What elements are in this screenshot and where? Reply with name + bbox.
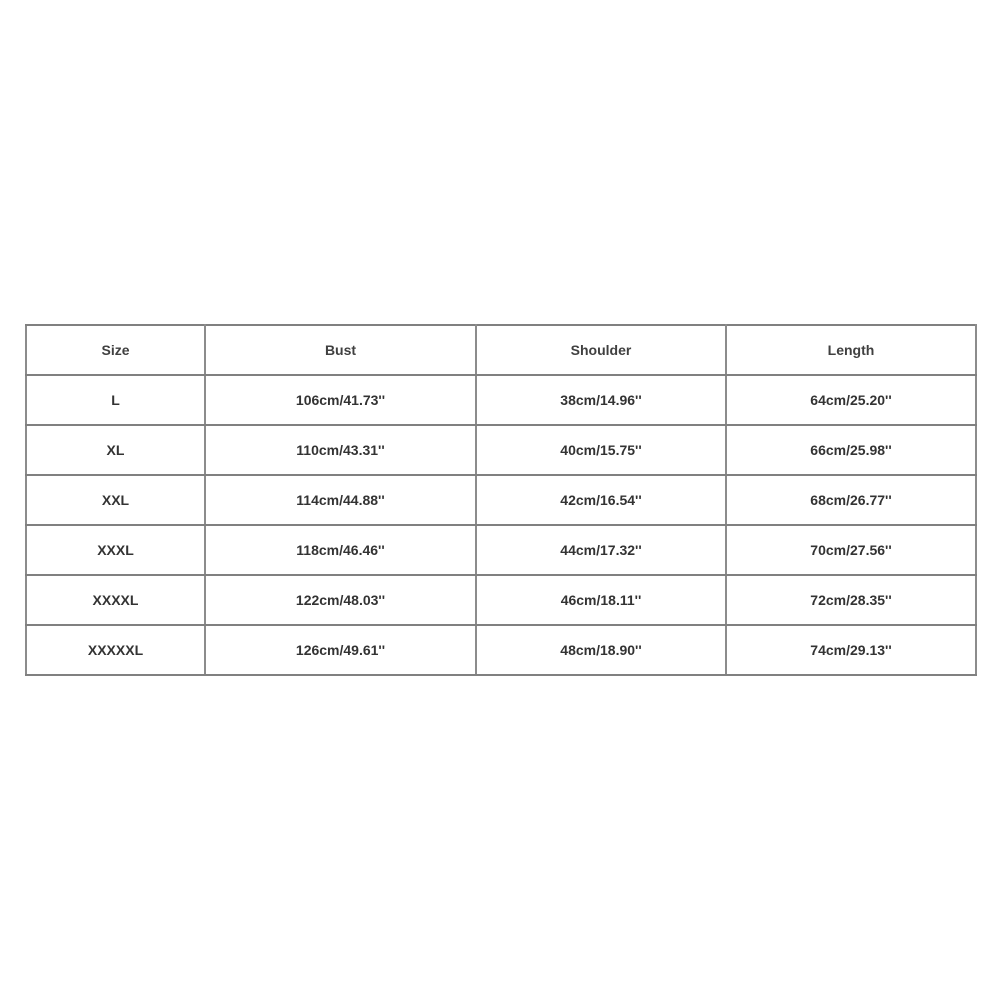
cell-shoulder: 48cm/18.90'': [476, 625, 726, 675]
cell-size: XXXXXL: [26, 625, 205, 675]
cell-size: XXXL: [26, 525, 205, 575]
table-row: [26, 425, 976, 475]
cell-shoulder: 40cm/15.75'': [476, 425, 726, 475]
cell-bust: 122cm/48.03'': [205, 575, 476, 625]
cell-length: 66cm/25.98'': [726, 425, 976, 475]
cell-size: XXXXL: [26, 575, 205, 625]
size-chart-table: [25, 324, 977, 676]
header-bust: Bust: [205, 325, 476, 375]
cell-shoulder: 44cm/17.32'': [476, 525, 726, 575]
cell-length: 74cm/29.13'': [726, 625, 976, 675]
cell-size: XL: [26, 425, 205, 475]
header-shoulder: Shoulder: [476, 325, 726, 375]
header-size: Size: [26, 325, 205, 375]
cell-bust: 114cm/44.88'': [205, 475, 476, 525]
cell-bust: 110cm/43.31'': [205, 425, 476, 475]
table-row: [26, 525, 976, 575]
cell-shoulder: 38cm/14.96'': [476, 375, 726, 425]
table-row: [26, 375, 976, 425]
cell-size: L: [26, 375, 205, 425]
cell-length: 72cm/28.35'': [726, 575, 976, 625]
cell-length: 70cm/27.56'': [726, 525, 976, 575]
cell-size: XXL: [26, 475, 205, 525]
table-header-row: [26, 325, 976, 375]
table-row: [26, 575, 976, 625]
cell-shoulder: 46cm/18.11'': [476, 575, 726, 625]
table-row: [26, 475, 976, 525]
cell-bust: 118cm/46.46'': [205, 525, 476, 575]
cell-length: 64cm/25.20'': [726, 375, 976, 425]
cell-bust: 126cm/49.61'': [205, 625, 476, 675]
header-length: Length: [726, 325, 976, 375]
cell-bust: 106cm/41.73'': [205, 375, 476, 425]
cell-shoulder: 42cm/16.54'': [476, 475, 726, 525]
cell-length: 68cm/26.77'': [726, 475, 976, 525]
table-row: [26, 625, 976, 675]
